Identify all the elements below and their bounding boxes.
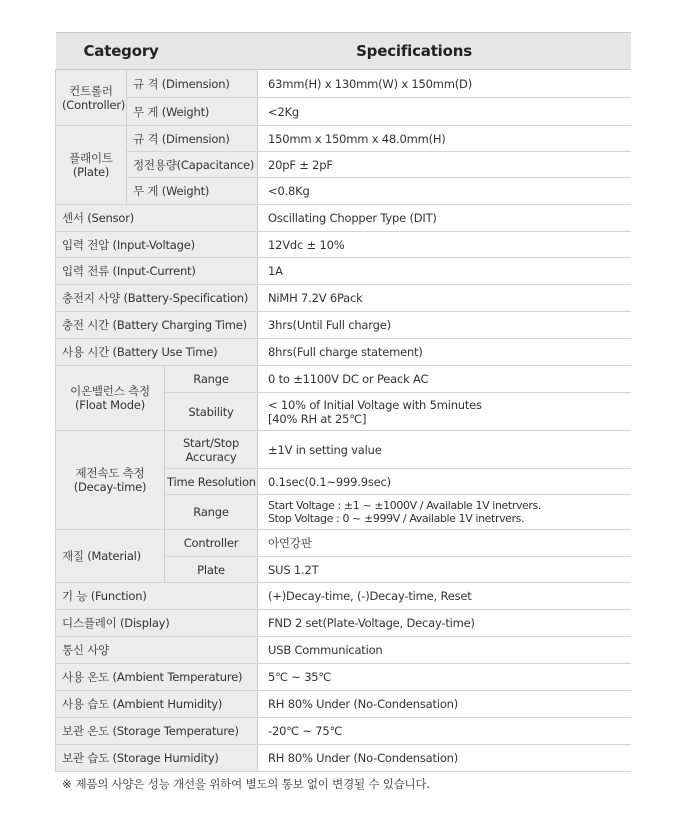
input-voltage-label: 입력 전압 (Input-Voltage) xyxy=(56,232,258,258)
material-plate-label: Plate xyxy=(165,557,258,583)
table-row xyxy=(56,285,631,312)
decay-resolution-value: 0.1sec(0.1~999.9sec) xyxy=(258,469,631,495)
table-row xyxy=(56,312,631,339)
table-row xyxy=(56,530,631,557)
table-row xyxy=(56,718,631,745)
storage-humidity-value: RH 80% Under (No-Condensation) xyxy=(258,745,631,772)
ambient-humidity-value: RH 80% Under (No-Condensation) xyxy=(258,691,631,718)
decay-range-label: Range xyxy=(165,495,258,530)
decay-accuracy-label: Start/Stop Accuracy xyxy=(165,431,258,469)
table-row xyxy=(56,152,631,178)
footnote-text: 제품의 사양은 성능 개선을 위하여 별도의 통보 없이 변경될 수 있습니다. xyxy=(75,777,430,791)
plate-dimension-label: 규 격 (Dimension) xyxy=(127,126,258,152)
table-row xyxy=(56,366,631,393)
specifications-header: Specifications xyxy=(258,33,631,70)
controller-weight-value: <2Kg xyxy=(258,98,631,126)
float-range-value: 0 to ±1100V DC or Peack AC xyxy=(258,366,631,393)
table-row xyxy=(56,126,631,152)
plate-weight-label: 무 게 (Weight) xyxy=(127,178,258,205)
battery-spec-label: 충전지 사양 (Battery-Specification) xyxy=(56,285,258,312)
table-row xyxy=(56,70,631,98)
communication-value: USB Communication xyxy=(258,637,631,664)
table-row xyxy=(56,610,631,637)
table-row xyxy=(56,745,631,772)
controller-dimension-label: 규 격 (Dimension) xyxy=(127,70,258,98)
storage-temperature-value: -20℃ ~ 75℃ xyxy=(258,718,631,745)
sensor-value: Oscillating Chopper Type (DIT) xyxy=(258,205,631,232)
table-row xyxy=(56,258,631,285)
table-row xyxy=(56,664,631,691)
display-value: FND 2 set(Plate-Voltage, Decay-time) xyxy=(258,610,631,637)
input-current-label: 입력 전류 (Input-Current) xyxy=(56,258,258,285)
storage-humidity-label: 보관 습도 (Storage Humidity) xyxy=(56,745,258,772)
battery-spec-value: NiMH 7.2V 6Pack xyxy=(258,285,631,312)
footnote xyxy=(62,776,430,792)
storage-temperature-label: 보관 온도 (Storage Temperature) xyxy=(56,718,258,745)
ambient-temperature-value: 5℃ ~ 35℃ xyxy=(258,664,631,691)
function-label: 기 능 (Function) xyxy=(56,583,258,610)
decay-range-value: Start Voltage : ±1 ~ ±1000V / Available 1V inetrvers. Stop Voltage : 0 ~ ±999V / Available 1V inetrvers. xyxy=(258,495,631,530)
sensor-label: 센서 (Sensor) xyxy=(56,205,258,232)
specification-table xyxy=(55,32,631,772)
table-row xyxy=(56,339,631,366)
use-time-value: 8hrs(Full charge statement) xyxy=(258,339,631,366)
material-controller-label: Controller xyxy=(165,530,258,557)
decay-time-label: 제전속도 측정 (Decay-time) xyxy=(56,431,165,530)
ambient-humidity-label: 사용 습도 (Ambient Humidity) xyxy=(56,691,258,718)
plate-capacitance-label: 정전용량(Capacitance) xyxy=(127,152,258,178)
float-stability-value: < 10% of Initial Voltage with 5minutes [40% RH at 25℃] xyxy=(258,393,631,431)
plate-dimension-value: 150mm x 150mm x 48.0mm(H) xyxy=(258,126,631,152)
charging-time-label: 충전 시간 (Battery Charging Time) xyxy=(56,312,258,339)
material-label: 재질 (Material) xyxy=(56,530,165,583)
controller-group-label: 컨트롤러 (Controller) xyxy=(56,70,127,126)
table-row xyxy=(56,583,631,610)
table-row xyxy=(56,691,631,718)
category-header: Category xyxy=(56,33,258,70)
table-row xyxy=(56,98,631,126)
input-voltage-value: 12Vdc ± 10% xyxy=(258,232,631,258)
table-row xyxy=(56,637,631,664)
controller-weight-label: 무 게 (Weight) xyxy=(127,98,258,126)
input-current-value: 1A xyxy=(258,258,631,285)
charging-time-value: 3hrs(Until Full charge) xyxy=(258,312,631,339)
table-row xyxy=(56,205,631,232)
use-time-label: 사용 시간 (Battery Use Time) xyxy=(56,339,258,366)
plate-weight-value: <0.8Kg xyxy=(258,178,631,205)
decay-accuracy-value: ±1V in setting value xyxy=(258,431,631,469)
float-range-label: Range xyxy=(165,366,258,393)
display-label: 디스플레이 (Display) xyxy=(56,610,258,637)
plate-group-label: 플래이트 (Plate) xyxy=(56,126,127,205)
material-controller-value: 아연강판 xyxy=(258,530,631,557)
table-row xyxy=(56,178,631,205)
function-value: (+)Decay-time, (-)Decay-time, Reset xyxy=(258,583,631,610)
decay-resolution-label: Time Resolution xyxy=(165,469,258,495)
communication-label: 통신 사양 xyxy=(56,637,258,664)
material-plate-value: SUS 1.2T xyxy=(258,557,631,583)
float-mode-label: 이온밸런스 측정 (Float Mode) xyxy=(56,366,165,431)
controller-dimension-value: 63mm(H) x 130mm(W) x 150mm(D) xyxy=(258,70,631,98)
reference-mark-icon: ※ xyxy=(62,777,72,791)
plate-capacitance-value: 20pF ± 2pF xyxy=(258,152,631,178)
table-row xyxy=(56,431,631,469)
ambient-temperature-label: 사용 온도 (Ambient Temperature) xyxy=(56,664,258,691)
table-row xyxy=(56,232,631,258)
float-stability-label: Stability xyxy=(165,393,258,431)
table-header-row xyxy=(56,33,631,70)
